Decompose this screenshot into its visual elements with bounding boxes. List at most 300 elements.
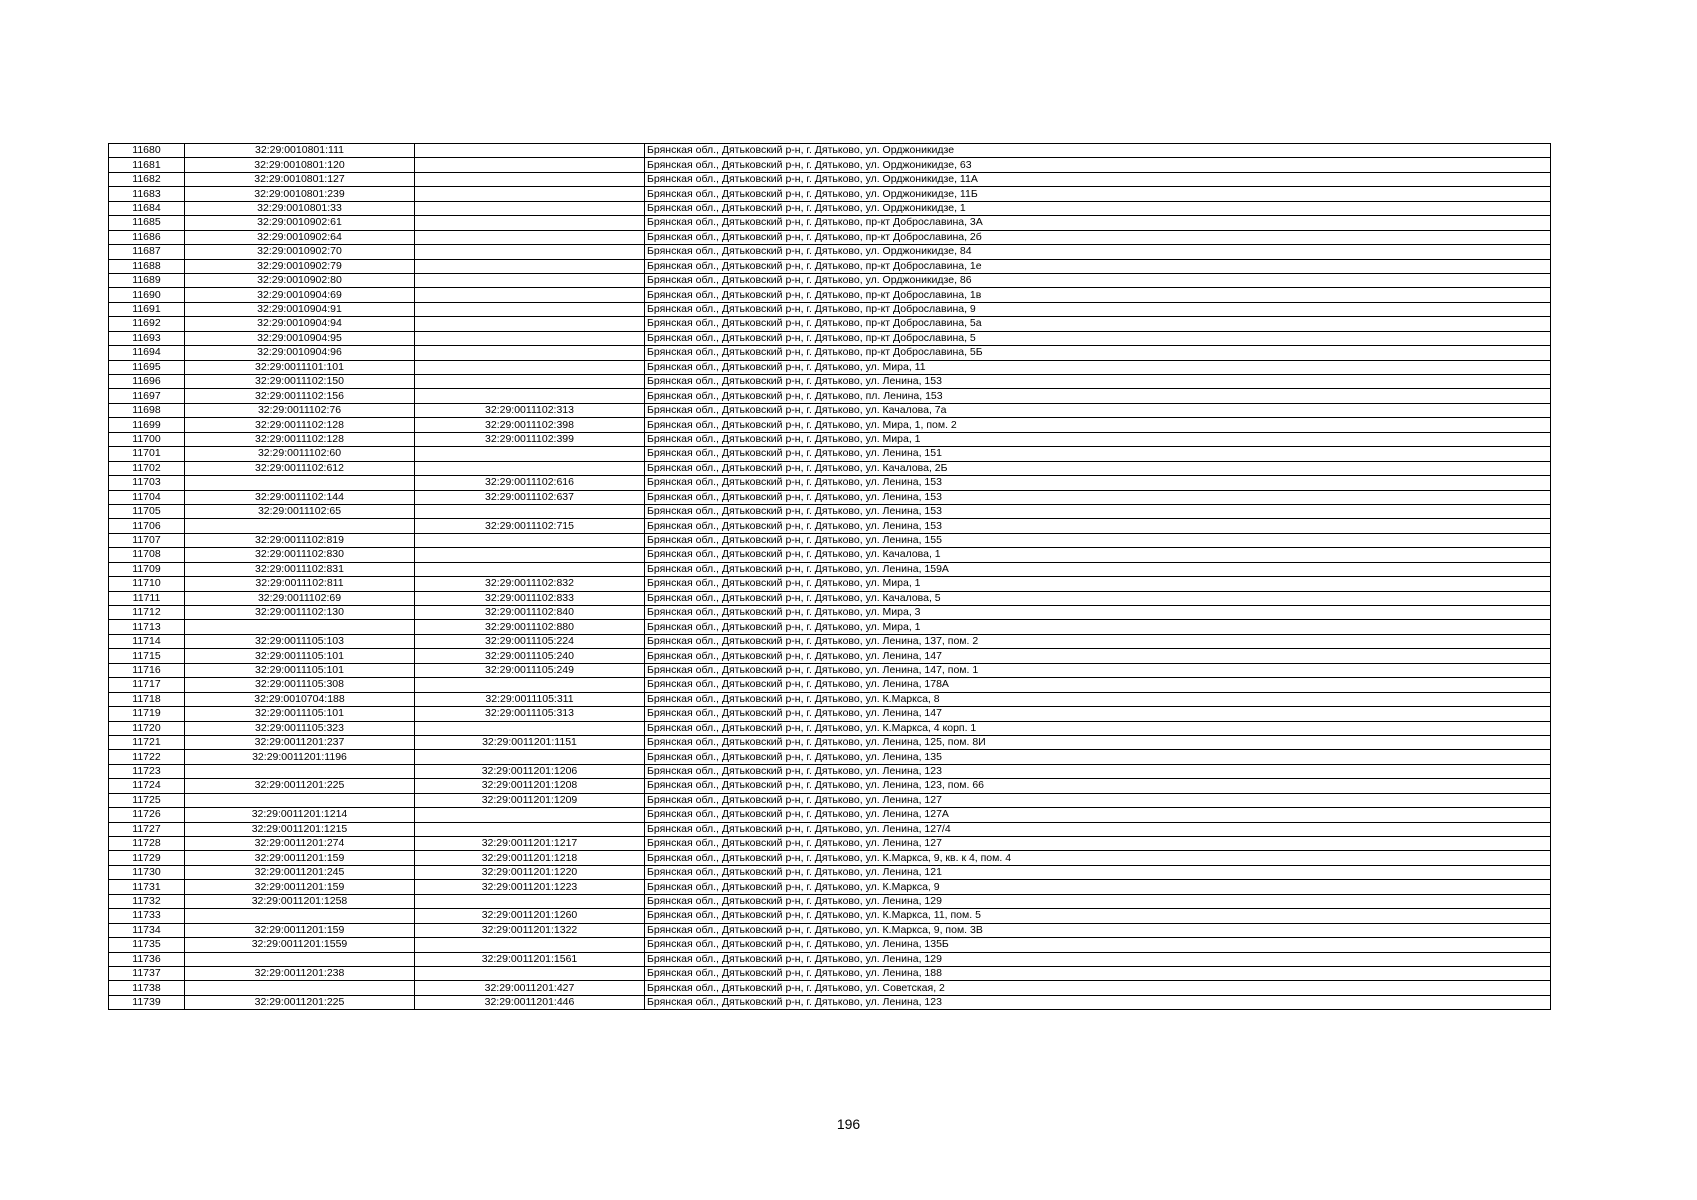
cadastral-number-cell: 32:29:0011201:274	[185, 837, 415, 851]
table-row	[109, 548, 1551, 562]
row-number-cell: 11697	[109, 389, 185, 403]
table-row	[109, 418, 1551, 432]
row-number-cell: 11733	[109, 909, 185, 923]
object-cadastral-number-cell: 32:29:0011201:446	[415, 995, 645, 1009]
row-number-cell: 11724	[109, 779, 185, 793]
object-cadastral-number-cell	[415, 172, 645, 186]
object-cadastral-number-cell	[415, 201, 645, 215]
cadastral-number-cell: 32:29:0010904:95	[185, 331, 415, 345]
object-cadastral-number-cell: 32:29:0011102:833	[415, 591, 645, 605]
cadastral-number-cell	[185, 476, 415, 490]
table-row	[109, 865, 1551, 879]
row-number-cell: 11695	[109, 360, 185, 374]
table-row	[109, 663, 1551, 677]
cadastral-number-cell: 32:29:0010801:111	[185, 144, 415, 158]
cadastral-number-cell: 32:29:0011105:103	[185, 634, 415, 648]
table-row	[109, 172, 1551, 186]
row-number-cell: 11706	[109, 519, 185, 533]
address-cell: Брянская обл., Дятьковский р-н, г. Дятьково, ул. Ленина, 153	[645, 519, 1551, 533]
address-cell: Брянская обл., Дятьковский р-н, г. Дятьково, ул. Ленина, 123	[645, 764, 1551, 778]
object-cadastral-number-cell	[415, 966, 645, 980]
cadastral-number-cell: 32:29:0010904:91	[185, 302, 415, 316]
table-row	[109, 634, 1551, 648]
object-cadastral-number-cell: 32:29:0011102:840	[415, 606, 645, 620]
table-row	[109, 735, 1551, 749]
row-number-cell: 11729	[109, 851, 185, 865]
table-row	[109, 533, 1551, 547]
address-cell: Брянская обл., Дятьковский р-н, г. Дятьково, ул. Ленина, 153	[645, 476, 1551, 490]
table-row	[109, 591, 1551, 605]
object-cadastral-number-cell: 32:29:0011201:1220	[415, 865, 645, 879]
table-row	[109, 851, 1551, 865]
table-row	[109, 808, 1551, 822]
address-cell: Брянская обл., Дятьковский р-н, г. Дятьково, ул. Советская, 2	[645, 981, 1551, 995]
address-cell: Брянская обл., Дятьковский р-н, г. Дятьково, ул. Качалова, 2Б	[645, 461, 1551, 475]
cadastral-number-cell: 32:29:0011102:69	[185, 591, 415, 605]
row-number-cell: 11701	[109, 447, 185, 461]
cadastral-number-cell: 32:29:0011102:60	[185, 447, 415, 461]
cadastral-number-cell: 32:29:0011102:811	[185, 577, 415, 591]
table-row	[109, 461, 1551, 475]
row-number-cell: 11684	[109, 201, 185, 215]
cadastral-number-cell: 32:29:0011105:101	[185, 663, 415, 677]
object-cadastral-number-cell: 32:29:0011201:1223	[415, 880, 645, 894]
row-number-cell: 11689	[109, 273, 185, 287]
table-row	[109, 447, 1551, 461]
cadastral-number-cell: 32:29:0011105:323	[185, 721, 415, 735]
row-number-cell: 11731	[109, 880, 185, 894]
row-number-cell: 11721	[109, 735, 185, 749]
address-cell: Брянская обл., Дятьковский р-н, г. Дятьково, пр-кт Доброславина, 9	[645, 302, 1551, 316]
row-number-cell: 11692	[109, 317, 185, 331]
address-cell: Брянская обл., Дятьковский р-н, г. Дятьково, ул. Ленина, 188	[645, 966, 1551, 980]
row-number-cell: 11686	[109, 230, 185, 244]
cadastral-number-cell: 32:29:0011201:1196	[185, 750, 415, 764]
object-cadastral-number-cell	[415, 447, 645, 461]
page-number: 196	[836, 1116, 861, 1132]
table-row	[109, 346, 1551, 360]
row-number-cell: 11708	[109, 548, 185, 562]
address-cell: Брянская обл., Дятьковский р-н, г. Дятьково, пр-кт Доброславина, 1е	[645, 259, 1551, 273]
object-cadastral-number-cell: 32:29:0011201:1322	[415, 923, 645, 937]
row-number-cell: 11735	[109, 938, 185, 952]
cadastral-number-cell: 32:29:0011201:159	[185, 923, 415, 937]
row-number-cell: 11710	[109, 577, 185, 591]
table-row	[109, 245, 1551, 259]
table-row	[109, 952, 1551, 966]
cadastral-number-cell: 32:29:0011102:76	[185, 403, 415, 417]
object-cadastral-number-cell	[415, 317, 645, 331]
row-number-cell: 11738	[109, 981, 185, 995]
table-row	[109, 562, 1551, 576]
object-cadastral-number-cell	[415, 548, 645, 562]
cadastral-number-cell: 32:29:0011102:830	[185, 548, 415, 562]
object-cadastral-number-cell	[415, 302, 645, 316]
object-cadastral-number-cell	[415, 678, 645, 692]
address-cell: Брянская обл., Дятьковский р-н, г. Дятьково, пл. Ленина, 153	[645, 389, 1551, 403]
row-number-cell: 11687	[109, 245, 185, 259]
table-row	[109, 923, 1551, 937]
address-cell: Брянская обл., Дятьковский р-н, г. Дятьково, ул. Мира, 3	[645, 606, 1551, 620]
cadastral-number-cell	[185, 952, 415, 966]
object-cadastral-number-cell: 32:29:0011105:224	[415, 634, 645, 648]
cadastral-number-cell	[185, 981, 415, 995]
object-cadastral-number-cell	[415, 331, 645, 345]
row-number-cell: 11711	[109, 591, 185, 605]
table-row	[109, 793, 1551, 807]
registry-table-body	[109, 144, 1551, 1010]
cadastral-number-cell: 32:29:0011101:101	[185, 360, 415, 374]
cadastral-number-cell: 32:29:0011102:612	[185, 461, 415, 475]
object-cadastral-number-cell: 32:29:0011201:1209	[415, 793, 645, 807]
row-number-cell: 11728	[109, 837, 185, 851]
cadastral-number-cell: 32:29:0011102:819	[185, 533, 415, 547]
table-row	[109, 678, 1551, 692]
table-row	[109, 750, 1551, 764]
row-number-cell: 11736	[109, 952, 185, 966]
object-cadastral-number-cell: 32:29:0011102:637	[415, 490, 645, 504]
table-row	[109, 894, 1551, 908]
cadastral-number-cell: 32:29:0010801:127	[185, 172, 415, 186]
row-number-cell: 11704	[109, 490, 185, 504]
object-cadastral-number-cell	[415, 461, 645, 475]
cadastral-number-cell: 32:29:0011201:159	[185, 880, 415, 894]
row-number-cell: 11723	[109, 764, 185, 778]
address-cell: Брянская обл., Дятьковский р-н, г. Дятьково, ул. Ленина, 153	[645, 375, 1551, 389]
cadastral-number-cell: 32:29:0010704:188	[185, 692, 415, 706]
address-cell: Брянская обл., Дятьковский р-н, г. Дятьково, ул. Качалова, 7а	[645, 403, 1551, 417]
address-cell: Брянская обл., Дятьковский р-н, г. Дятьково, ул. Ленина, 123	[645, 995, 1551, 1009]
object-cadastral-number-cell	[415, 822, 645, 836]
address-cell: Брянская обл., Дятьковский р-н, г. Дятьково, ул. Ленина, 178А	[645, 678, 1551, 692]
object-cadastral-number-cell: 32:29:0011105:249	[415, 663, 645, 677]
row-number-cell: 11693	[109, 331, 185, 345]
table-row	[109, 375, 1551, 389]
object-cadastral-number-cell	[415, 938, 645, 952]
cadastral-number-cell: 32:29:0011105:101	[185, 649, 415, 663]
table-row	[109, 476, 1551, 490]
row-number-cell: 11703	[109, 476, 185, 490]
address-cell: Брянская обл., Дятьковский р-н, г. Дятьково, ул. Ленина, 137, пом. 2	[645, 634, 1551, 648]
table-row	[109, 995, 1551, 1009]
cadastral-number-cell	[185, 519, 415, 533]
address-cell: Брянская обл., Дятьковский р-н, г. Дятьково, ул. Ленина, 147, пом. 1	[645, 663, 1551, 677]
object-cadastral-number-cell	[415, 750, 645, 764]
table-row	[109, 432, 1551, 446]
cadastral-number-cell: 32:29:0011105:101	[185, 707, 415, 721]
object-cadastral-number-cell	[415, 389, 645, 403]
object-cadastral-number-cell	[415, 273, 645, 287]
address-cell: Брянская обл., Дятьковский р-н, г. Дятьково, ул. Мира, 1, пом. 2	[645, 418, 1551, 432]
address-cell: Брянская обл., Дятьковский р-н, г. Дятьково, ул. Ленина, 127	[645, 837, 1551, 851]
address-cell: Брянская обл., Дятьковский р-н, г. Дятьково, ул. Ленина, 127	[645, 793, 1551, 807]
row-number-cell: 11714	[109, 634, 185, 648]
address-cell: Брянская обл., Дятьковский р-н, г. Дятьково, ул. К.Маркса, 9, пом. 3В	[645, 923, 1551, 937]
object-cadastral-number-cell	[415, 360, 645, 374]
address-cell: Брянская обл., Дятьковский р-н, г. Дятьково, ул. Ленина, 127А	[645, 808, 1551, 822]
address-cell: Брянская обл., Дятьковский р-н, г. Дятьково, ул. Орджоникидзе, 11А	[645, 172, 1551, 186]
table-row	[109, 389, 1551, 403]
address-cell: Брянская обл., Дятьковский р-н, г. Дятьково, ул. Ленина, 159А	[645, 562, 1551, 576]
row-number-cell: 11698	[109, 403, 185, 417]
object-cadastral-number-cell	[415, 216, 645, 230]
cadastral-number-cell: 32:29:0010801:239	[185, 187, 415, 201]
table-row	[109, 981, 1551, 995]
address-cell: Брянская обл., Дятьковский р-н, г. Дятьково, ул. Ленина, 135Б	[645, 938, 1551, 952]
object-cadastral-number-cell	[415, 894, 645, 908]
address-cell: Брянская обл., Дятьковский р-н, г. Дятьково, ул. Мира, 1	[645, 620, 1551, 634]
object-cadastral-number-cell	[415, 259, 645, 273]
row-number-cell: 11699	[109, 418, 185, 432]
table-row	[109, 230, 1551, 244]
address-cell: Брянская обл., Дятьковский р-н, г. Дятьково, ул. Орджоникидзе, 11Б	[645, 187, 1551, 201]
cadastral-number-cell: 32:29:0011201:1559	[185, 938, 415, 952]
cadastral-number-cell	[185, 909, 415, 923]
address-cell: Брянская обл., Дятьковский р-н, г. Дятьково, ул. Орджоникидзе, 84	[645, 245, 1551, 259]
address-cell: Брянская обл., Дятьковский р-н, г. Дятьково, ул. Ленина, 129	[645, 952, 1551, 966]
address-cell: Брянская обл., Дятьковский р-н, г. Дятьково, ул. Качалова, 1	[645, 548, 1551, 562]
cadastral-number-cell: 32:29:0011201:159	[185, 851, 415, 865]
row-number-cell: 11732	[109, 894, 185, 908]
cadastral-number-cell	[185, 620, 415, 634]
row-number-cell: 11683	[109, 187, 185, 201]
object-cadastral-number-cell: 32:29:0011201:1206	[415, 764, 645, 778]
row-number-cell: 11716	[109, 663, 185, 677]
row-number-cell: 11709	[109, 562, 185, 576]
row-number-cell: 11682	[109, 172, 185, 186]
object-cadastral-number-cell	[415, 144, 645, 158]
table-row	[109, 158, 1551, 172]
cadastral-number-cell	[185, 793, 415, 807]
cadastral-number-cell: 32:29:0011201:225	[185, 995, 415, 1009]
address-cell: Брянская обл., Дятьковский р-н, г. Дятьково, пр-кт Доброславина, 2б	[645, 230, 1551, 244]
table-row	[109, 273, 1551, 287]
cadastral-number-cell: 32:29:0011201:1214	[185, 808, 415, 822]
row-number-cell: 11739	[109, 995, 185, 1009]
row-number-cell: 11694	[109, 346, 185, 360]
row-number-cell: 11730	[109, 865, 185, 879]
address-cell: Брянская обл., Дятьковский р-н, г. Дятьково, ул. Ленина, 129	[645, 894, 1551, 908]
row-number-cell: 11715	[109, 649, 185, 663]
object-cadastral-number-cell: 32:29:0011201:1151	[415, 735, 645, 749]
address-cell: Брянская обл., Дятьковский р-н, г. Дятьково, ул. Ленина, 147	[645, 707, 1551, 721]
table-row	[109, 317, 1551, 331]
table-row	[109, 837, 1551, 851]
object-cadastral-number-cell	[415, 187, 645, 201]
address-cell: Брянская обл., Дятьковский р-н, г. Дятьково, пр-кт Доброславина, 5Б	[645, 346, 1551, 360]
table-row	[109, 692, 1551, 706]
object-cadastral-number-cell: 32:29:0011102:715	[415, 519, 645, 533]
row-number-cell: 11727	[109, 822, 185, 836]
cadastral-number-cell: 32:29:0011102:150	[185, 375, 415, 389]
table-row	[109, 490, 1551, 504]
cadastral-number-cell	[185, 764, 415, 778]
address-cell: Брянская обл., Дятьковский р-н, г. Дятьково, пр-кт Доброславина, 3А	[645, 216, 1551, 230]
object-cadastral-number-cell	[415, 245, 645, 259]
table-row	[109, 880, 1551, 894]
cadastral-number-cell: 32:29:0011102:156	[185, 389, 415, 403]
row-number-cell: 11726	[109, 808, 185, 822]
object-cadastral-number-cell	[415, 288, 645, 302]
object-cadastral-number-cell: 32:29:0011105:311	[415, 692, 645, 706]
table-row	[109, 201, 1551, 215]
object-cadastral-number-cell: 32:29:0011105:240	[415, 649, 645, 663]
row-number-cell: 11725	[109, 793, 185, 807]
object-cadastral-number-cell: 32:29:0011201:1217	[415, 837, 645, 851]
row-number-cell: 11702	[109, 461, 185, 475]
address-cell: Брянская обл., Дятьковский р-н, г. Дятьково, ул. К.Маркса, 9, кв. к 4, пом. 4	[645, 851, 1551, 865]
cadastral-number-cell: 32:29:0011201:1258	[185, 894, 415, 908]
object-cadastral-number-cell: 32:29:0011102:399	[415, 432, 645, 446]
object-cadastral-number-cell: 32:29:0011201:1260	[415, 909, 645, 923]
cadastral-number-cell: 32:29:0010801:120	[185, 158, 415, 172]
address-cell: Брянская обл., Дятьковский р-н, г. Дятьково, ул. Ленина, 153	[645, 504, 1551, 518]
table-row	[109, 606, 1551, 620]
table-row	[109, 519, 1551, 533]
row-number-cell: 11719	[109, 707, 185, 721]
object-cadastral-number-cell: 32:29:0011102:398	[415, 418, 645, 432]
object-cadastral-number-cell	[415, 504, 645, 518]
row-number-cell: 11691	[109, 302, 185, 316]
cadastral-number-cell: 32:29:0010902:61	[185, 216, 415, 230]
address-cell: Брянская обл., Дятьковский р-н, г. Дятьково, ул. Ленина, 125, пом. 8И	[645, 735, 1551, 749]
row-number-cell: 11690	[109, 288, 185, 302]
row-number-cell: 11700	[109, 432, 185, 446]
row-number-cell: 11688	[109, 259, 185, 273]
object-cadastral-number-cell: 32:29:0011102:832	[415, 577, 645, 591]
address-cell: Брянская обл., Дятьковский р-н, г. Дятьково, ул. Мира, 11	[645, 360, 1551, 374]
cadastral-number-cell: 32:29:0011102:65	[185, 504, 415, 518]
cadastral-number-cell: 32:29:0011102:128	[185, 418, 415, 432]
table-row	[109, 144, 1551, 158]
object-cadastral-number-cell: 32:29:0011201:1561	[415, 952, 645, 966]
address-cell: Брянская обл., Дятьковский р-н, г. Дятьково, ул. К.Маркса, 4 корп. 1	[645, 721, 1551, 735]
address-cell: Брянская обл., Дятьковский р-н, г. Дятьково, ул. Мира, 1	[645, 577, 1551, 591]
object-cadastral-number-cell: 32:29:0011102:880	[415, 620, 645, 634]
address-cell: Брянская обл., Дятьковский р-н, г. Дятьково, ул. Ленина, 135	[645, 750, 1551, 764]
row-number-cell: 11712	[109, 606, 185, 620]
cadastral-number-cell: 32:29:0011102:128	[185, 432, 415, 446]
address-cell: Брянская обл., Дятьковский р-н, г. Дятьково, ул. К.Маркса, 9	[645, 880, 1551, 894]
table-row	[109, 577, 1551, 591]
address-cell: Брянская обл., Дятьковский р-н, г. Дятьково, пр-кт Доброславина, 5а	[645, 317, 1551, 331]
address-cell: Брянская обл., Дятьковский р-н, г. Дятьково, ул. Ленина, 147	[645, 649, 1551, 663]
cadastral-number-cell: 32:29:0011201:238	[185, 966, 415, 980]
address-cell: Брянская обл., Дятьковский р-н, г. Дятьково, ул. Ленина, 153	[645, 490, 1551, 504]
cadastral-number-cell: 32:29:0011105:308	[185, 678, 415, 692]
row-number-cell: 11705	[109, 504, 185, 518]
table-row	[109, 822, 1551, 836]
row-number-cell: 11680	[109, 144, 185, 158]
address-cell: Брянская обл., Дятьковский р-н, г. Дятьково, ул. К.Маркса, 11, пом. 5	[645, 909, 1551, 923]
table-row	[109, 764, 1551, 778]
cadastral-number-cell: 32:29:0010904:96	[185, 346, 415, 360]
row-number-cell: 11681	[109, 158, 185, 172]
address-cell: Брянская обл., Дятьковский р-н, г. Дятьково, пр-кт Доброславина, 1в	[645, 288, 1551, 302]
address-cell: Брянская обл., Дятьковский р-н, г. Дятьково, ул. Орджоникидзе, 63	[645, 158, 1551, 172]
row-number-cell: 11737	[109, 966, 185, 980]
table-row	[109, 504, 1551, 518]
object-cadastral-number-cell	[415, 375, 645, 389]
address-cell: Брянская обл., Дятьковский р-н, г. Дятьково, ул. Ленина, 151	[645, 447, 1551, 461]
table-row	[109, 360, 1551, 374]
object-cadastral-number-cell: 32:29:0011102:313	[415, 403, 645, 417]
table-row	[109, 259, 1551, 273]
table-row	[109, 331, 1551, 345]
object-cadastral-number-cell	[415, 533, 645, 547]
address-cell: Брянская обл., Дятьковский р-н, г. Дятьково, ул. Ленина, 123, пом. 66	[645, 779, 1551, 793]
table-row	[109, 649, 1551, 663]
address-cell: Брянская обл., Дятьковский р-н, г. Дятьково, ул. Ленина, 127/4	[645, 822, 1551, 836]
object-cadastral-number-cell: 32:29:0011201:1218	[415, 851, 645, 865]
address-cell: Брянская обл., Дятьковский р-н, г. Дятьково, ул. Ленина, 155	[645, 533, 1551, 547]
cadastral-number-cell: 32:29:0010904:94	[185, 317, 415, 331]
cadastral-number-cell: 32:29:0011102:831	[185, 562, 415, 576]
cadastral-number-cell: 32:29:0010801:33	[185, 201, 415, 215]
address-cell: Брянская обл., Дятьковский р-н, г. Дятьково, ул. Орджоникидзе, 1	[645, 201, 1551, 215]
cadastral-number-cell: 32:29:0011102:144	[185, 490, 415, 504]
cadastral-number-cell: 32:29:0011201:1215	[185, 822, 415, 836]
address-cell: Брянская обл., Дятьковский р-н, г. Дятьково, ул. Ленина, 121	[645, 865, 1551, 879]
table-row	[109, 187, 1551, 201]
address-cell: Брянская обл., Дятьковский р-н, г. Дятьково, ул. Орджоникидзе	[645, 144, 1551, 158]
table-row	[109, 302, 1551, 316]
object-cadastral-number-cell	[415, 158, 645, 172]
row-number-cell: 11707	[109, 533, 185, 547]
address-cell: Брянская обл., Дятьковский р-н, г. Дятьково, ул. Мира, 1	[645, 432, 1551, 446]
cadastral-number-cell: 32:29:0011201:245	[185, 865, 415, 879]
object-cadastral-number-cell	[415, 230, 645, 244]
cadastral-registry-table	[108, 143, 1551, 1010]
cadastral-number-cell: 32:29:0011201:237	[185, 735, 415, 749]
table-row	[109, 721, 1551, 735]
object-cadastral-number-cell	[415, 346, 645, 360]
row-number-cell: 11734	[109, 923, 185, 937]
cadastral-number-cell: 32:29:0010902:80	[185, 273, 415, 287]
table-row	[109, 909, 1551, 923]
object-cadastral-number-cell	[415, 808, 645, 822]
table-row	[109, 620, 1551, 634]
object-cadastral-number-cell: 32:29:0011105:313	[415, 707, 645, 721]
object-cadastral-number-cell	[415, 721, 645, 735]
object-cadastral-number-cell: 32:29:0011201:1208	[415, 779, 645, 793]
cadastral-number-cell: 32:29:0010902:70	[185, 245, 415, 259]
row-number-cell: 11720	[109, 721, 185, 735]
address-cell: Брянская обл., Дятьковский р-н, г. Дятьково, ул. Орджоникидзе, 86	[645, 273, 1551, 287]
object-cadastral-number-cell	[415, 562, 645, 576]
table-row	[109, 938, 1551, 952]
address-cell: Брянская обл., Дятьковский р-н, г. Дятьково, пр-кт Доброславина, 5	[645, 331, 1551, 345]
object-cadastral-number-cell: 32:29:0011201:427	[415, 981, 645, 995]
row-number-cell: 11717	[109, 678, 185, 692]
table-row	[109, 403, 1551, 417]
row-number-cell: 11718	[109, 692, 185, 706]
table-row	[109, 288, 1551, 302]
row-number-cell: 11696	[109, 375, 185, 389]
row-number-cell: 11713	[109, 620, 185, 634]
address-cell: Брянская обл., Дятьковский р-н, г. Дятьково, ул. Качалова, 5	[645, 591, 1551, 605]
table-row	[109, 216, 1551, 230]
object-cadastral-number-cell: 32:29:0011102:616	[415, 476, 645, 490]
cadastral-number-cell: 32:29:0010902:79	[185, 259, 415, 273]
table-row	[109, 779, 1551, 793]
table-row	[109, 707, 1551, 721]
cadastral-number-cell: 32:29:0011102:130	[185, 606, 415, 620]
address-cell: Брянская обл., Дятьковский р-н, г. Дятьково, ул. К.Маркса, 8	[645, 692, 1551, 706]
table-row	[109, 966, 1551, 980]
cadastral-number-cell: 32:29:0010904:69	[185, 288, 415, 302]
row-number-cell: 11722	[109, 750, 185, 764]
